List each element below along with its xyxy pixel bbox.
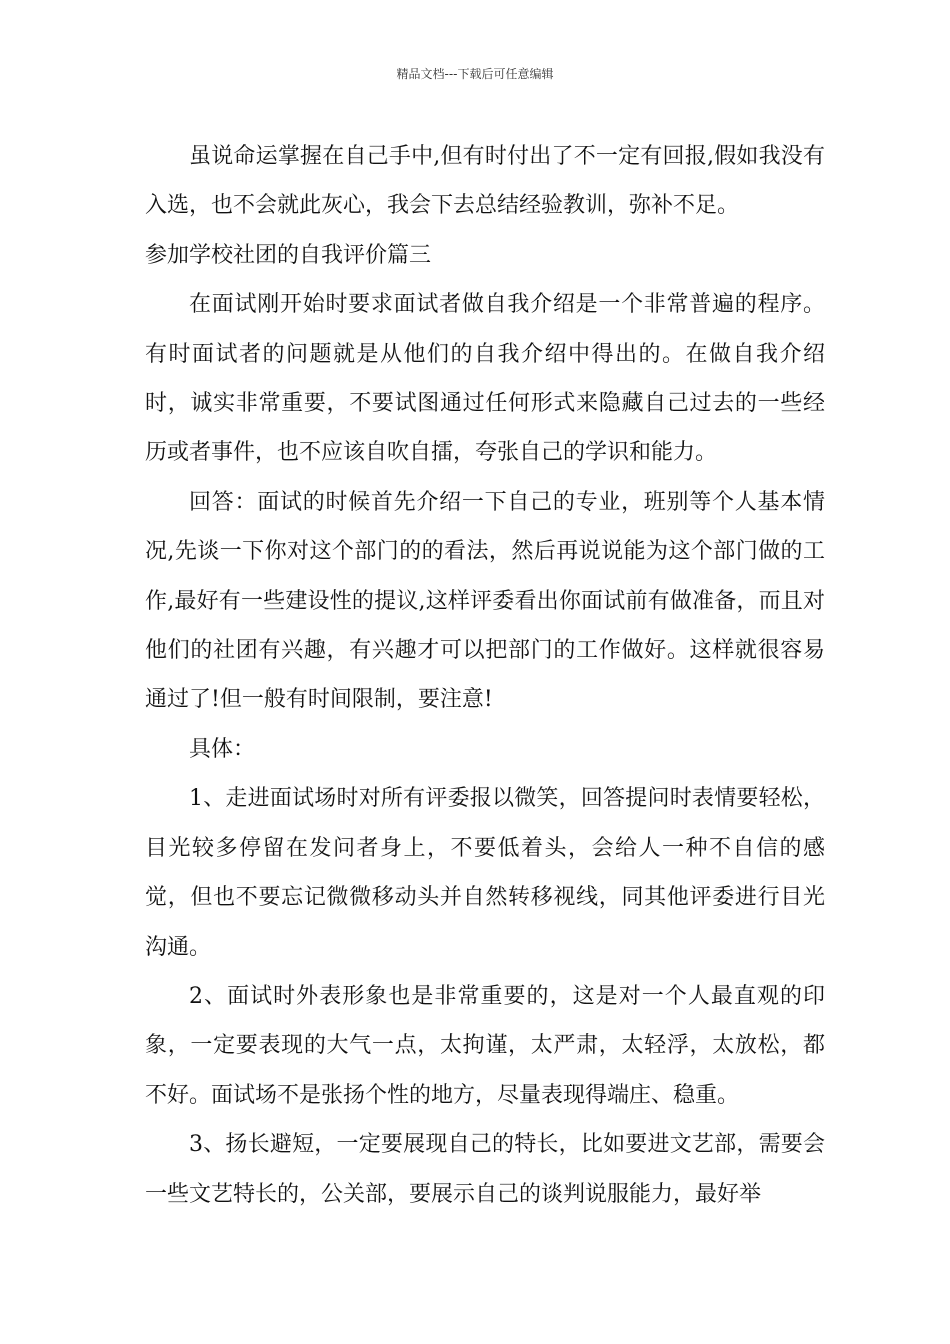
paragraph-4: 具体： [189,736,256,762]
paragraph-6: 2、面试时外表形象也是非常重要的，这是对一个人最直观的印象，一定要表现的大气一点，太拘谨，太严肃，太轻浮，太放松，都不好。面试场不是张扬个性的地方，尽量表现得端庄、稳重。 [145,983,825,1108]
page-header: 精品文档---下载后可任意编辑 [396,67,554,81]
paragraph-3: 回答：面试的时候首先介绍一下自己的专业，班别等个人基本情况,先谈一下你对这个部门的的看法，然后再说说能为这个部门做的工作,最好有一些建设性的提议,这样评委看出你面试前有做准备，而且对他们的社团有兴趣，有兴趣才可以把部门的工作做好。这样就很容易通过了!但一般有时间限制，要注意! [145,489,825,713]
paragraph-1: 虽说命运掌握在自己手中,但有时付出了不一定有回报,假如我没有入选，也不会就此灰心，我会下去总结经验教训，弥补不足。 [145,144,825,219]
document-body [145,132,825,1219]
paragraph-2: 在面试刚开始时要求面试者做自我介绍是一个非常普遍的程序。有时面试者的问题就是从他们的自我介绍中得出的。在做自我介绍时，诚实非常重要，不要试图通过任何形式来隐藏自己过去的一些经历或者事件，也不应该自吹自擂，夸张自己的学识和能力。 [145,292,825,466]
paragraph-5: 1、走进面试场时对所有评委报以微笑，回答提问时表情要轻松，目光较多停留在发问者身上，不要低着头，会给人一种不自信的感觉，但也不要忘记微微移动头并自然转移视线，同其他评委进行目光沟通。 [145,786,825,960]
paragraph-7: 3、扬长避短，一定要展现自己的特长，比如要进文艺部，需要会一些文艺特长的，公关部，要展示自己的谈判说服能力，最好举 [145,1132,825,1207]
section-heading: 参加学校社团的自我评价篇三 [145,242,432,268]
